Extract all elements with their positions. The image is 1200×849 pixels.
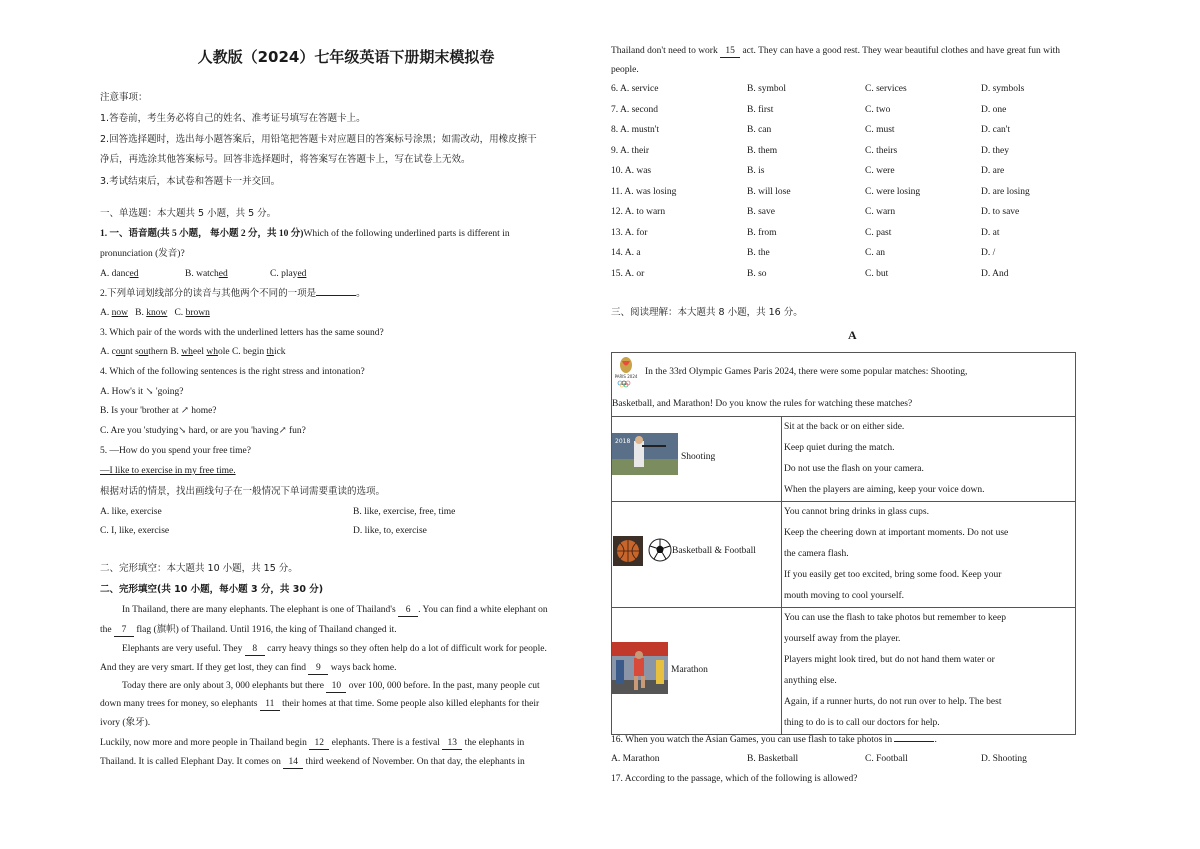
- question-5-option-c: C. I, like, exercise: [100, 526, 170, 536]
- cloze-option: D. at: [981, 228, 1000, 238]
- cloze-option: C. must: [865, 125, 895, 135]
- question-2: 2.下列单词划线部分的读音与其他两个不同的一项是 。: [100, 289, 366, 299]
- notice-item: 净后，再选涂其他答案标号。回答非选择题时，将答案写在答题卡上，写在试卷上无效。: [100, 154, 471, 165]
- cloze-line: In Thailand, there are many elephants. The elephant is one of Thailand's 6 . You can find a white elephant on: [122, 605, 548, 615]
- cloze-option: D. /: [981, 248, 996, 258]
- cloze-option: C. services: [865, 84, 907, 94]
- question-3: 3. Which pair of the words with the underlined letters has the same sound?: [100, 328, 384, 338]
- cloze-option: C. but: [865, 269, 889, 279]
- cloze-option: B. save: [747, 207, 775, 217]
- rule-text: You cannot bring drinks in glass cups.: [784, 507, 929, 517]
- question-5-instruction: 根据对话的情景，找出画线句子在一般情况下单词需要重读的选项。: [100, 486, 386, 497]
- cloze-option: C. two: [865, 105, 891, 115]
- basketball-icon: [613, 536, 643, 566]
- page-title: 人教版（2024）七年级英语下册期末模拟卷: [197, 48, 495, 66]
- question-16-option-b: B. Basketball: [747, 754, 799, 764]
- cloze-option: 11. A. was losing: [611, 187, 677, 197]
- cloze-option: C. were: [865, 166, 895, 176]
- cloze-option: D. can't: [981, 125, 1011, 135]
- cloze-option: B. the: [747, 248, 770, 258]
- question-16-option-c: C. Football: [865, 754, 908, 764]
- notice-item: 2.回答选择题时，选出每小题答案后，用铅笔把答题卡对应题目的答案标号涂黑；如需改动，用橡皮擦干: [100, 134, 537, 145]
- rule-text: You can use the flash to take photos but remember to keep: [784, 613, 1006, 623]
- passage-intro: In the 33rd Olympic Games Paris 2024, there were some popular matches: Shooting,: [645, 367, 968, 377]
- question-3-options: A. count southern B. wheel whole C. begin thick: [100, 347, 286, 357]
- cloze-option: C. past: [865, 228, 892, 238]
- rule-text: anything else.: [784, 676, 837, 686]
- row-label: Marathon: [671, 665, 708, 675]
- logo-text: PARIS 2024: [614, 374, 638, 379]
- cloze-option: 14. A. a: [611, 248, 641, 258]
- question-16-option-d: D. Shooting: [981, 754, 1027, 764]
- cloze-option: B. is: [747, 166, 765, 176]
- section2-subheading: 二、完形填空(共 10 小题，每小题 3 分，共 30 分): [100, 584, 324, 595]
- cloze-option: D. one: [981, 105, 1007, 115]
- rule-text: mouth moving to cool yourself.: [784, 591, 905, 601]
- rules-table-intro-row: [612, 353, 1076, 417]
- rule-text: When the players are aiming, keep your voice down.: [784, 485, 985, 495]
- question-5-option-a: A. like, exercise: [100, 507, 162, 517]
- cloze-option: D. are: [981, 166, 1005, 176]
- question-5-answer: —I like to exercise in my free time.: [100, 466, 236, 476]
- section2-heading: 二、完形填空：本大题共 10 小题，共 15 分。: [100, 563, 298, 574]
- rules-table: [611, 352, 1076, 735]
- cloze-line: And they are very smart. If they get lost, they can find 9 ways back home.: [100, 663, 397, 673]
- shooting-photo: [612, 433, 678, 475]
- section3-heading: 三、阅读理解：本大题共 8 小题，共 16 分。: [611, 307, 803, 318]
- rules-row-basketball-football: [612, 502, 1076, 608]
- question-2-options: A. now B. know C. brown: [100, 308, 210, 318]
- rule-text: Keep the cheering down at important moments. Do not use: [784, 528, 1009, 538]
- cloze-option: D. are losing: [981, 187, 1030, 197]
- paris-2024-logo: [614, 356, 638, 388]
- cloze-option: B. can: [747, 125, 772, 135]
- rule-text: thing to do is to call our doctors for help.: [784, 718, 940, 728]
- cloze-option: 13. A. for: [611, 228, 648, 238]
- question-1-option-c: C. played: [270, 269, 307, 279]
- question-1-option-a: A. danced: [100, 269, 139, 279]
- cloze-option: B. from: [747, 228, 777, 238]
- rule-text: yourself away from the player.: [784, 634, 901, 644]
- question-5: 5. —How do you spend your free time?: [100, 446, 251, 456]
- passage-intro: Basketball, and Marathon! Do you know the rules for watching these matches?: [612, 399, 913, 409]
- cloze-line: Luckily, now more and more people in Thailand begin 12 elephants. There is a festival 13 the elephants in: [100, 738, 525, 748]
- cloze-option: C. theirs: [865, 146, 898, 156]
- marathon-photo: [612, 642, 668, 694]
- cloze-option: 15. A. or: [611, 269, 645, 279]
- cloze-option: 8. A. mustn't: [611, 125, 660, 135]
- question-5-option-d: D. like, to, exercise: [353, 526, 427, 536]
- cloze-line: Thailand don't need to work 15 act. They can have a good rest. They wear beautiful clothes and have great fun with: [611, 46, 1060, 56]
- cloze-line: Elephants are very useful. They 8 carry heavy things so they often help do a lot of difficult work for people.: [122, 644, 547, 654]
- cloze-line: Thailand. It is called Elephant Day. It comes on 14 third weekend of November. On that day, the elephants in: [100, 757, 525, 767]
- question-1-line2: pronunciation (发音)?: [100, 249, 185, 259]
- cloze-line: Today there are only about 3, 000 elephants but there 10 over 100, 000 before. In the past, many people cut: [122, 681, 540, 691]
- rule-text: Players might look tired, but do not hand them water or: [784, 655, 995, 665]
- question-4-option-c: C. Are you 'studying↘ hard, or are you 'having↗ fun?: [100, 426, 306, 436]
- cloze-option: B. so: [747, 269, 767, 279]
- rule-text: Keep quiet during the match.: [784, 443, 895, 453]
- cloze-line: the 7 flag (旗帜) of Thailand. Until 1916, the king of Thailand changed it.: [100, 625, 397, 635]
- section1-heading: 一、单选题：本大题共 5 小题，共 5 分。: [100, 208, 277, 219]
- cloze-line: down many trees for money, so elephants 11 their homes at that time. Some people also killed elephants for their: [100, 699, 540, 709]
- cloze-option: 12. A. to warn: [611, 207, 666, 217]
- rules-row-shooting: [612, 417, 1076, 502]
- notice-item: 1.答卷前，考生务必将自己的姓名、准考证号填写在答题卡上。: [100, 113, 366, 124]
- notice-heading: 注意事项：: [100, 92, 148, 103]
- cloze-option: D. And: [981, 269, 1009, 279]
- cloze-line: ivory (象牙).: [100, 718, 151, 728]
- rule-text: Again, if a runner hurts, do not run over to help. The best: [784, 697, 1002, 707]
- question-4: 4. Which of the following sentences is the right stress and intonation?: [100, 367, 365, 377]
- cloze-option: B. them: [747, 146, 778, 156]
- row-label: Shooting: [681, 452, 716, 462]
- cloze-option: 6. A. service: [611, 84, 659, 94]
- cloze-option: C. were losing: [865, 187, 921, 197]
- cloze-option: B. will lose: [747, 187, 791, 197]
- question-5-option-b: B. like, exercise, free, time: [353, 507, 456, 517]
- cloze-option: B. symbol: [747, 84, 787, 94]
- rule-text: the camera flash.: [784, 549, 849, 559]
- cloze-option: 9. A. their: [611, 146, 649, 156]
- question-17: 17. According to the passage, which of the following is allowed?: [611, 774, 858, 784]
- rule-text: Sit at the back or on either side.: [784, 422, 905, 432]
- cloze-option: C. warn: [865, 207, 896, 217]
- football-icon: [648, 538, 672, 562]
- rule-text: Do not use the flash on your camera.: [784, 464, 924, 474]
- question-4-option-a: A. How's it ↘ 'going?: [100, 387, 184, 397]
- cloze-option: D. to save: [981, 207, 1020, 217]
- cloze-option: D. they: [981, 146, 1009, 156]
- cloze-option: 10. A. was: [611, 166, 652, 176]
- question-1-option-b: B. watched: [185, 269, 228, 279]
- question-4-option-b: B. Is your 'brother at ↗ home?: [100, 406, 217, 416]
- question-16: 16. When you watch the Asian Games, you can use flash to take photos in .: [611, 735, 937, 745]
- cloze-option: C. an: [865, 248, 886, 258]
- question-1: 1. 一、语音题(共 5 小题， 每小题 2 分，共 10 分)Which of the following underlined parts is different in: [100, 229, 510, 239]
- rules-row-marathon: [612, 608, 1076, 735]
- cloze-line: people.: [611, 65, 639, 75]
- question-16-option-a: A. Marathon: [611, 754, 660, 764]
- row-label: Basketball & Football: [672, 546, 756, 556]
- passage-letter: A: [848, 328, 857, 342]
- cloze-option: D. symbols: [981, 84, 1025, 94]
- photo-year: 2018: [615, 438, 631, 445]
- cloze-option: 7. A. second: [611, 105, 658, 115]
- notice-item: 3.考试结束后，本试卷和答题卡一并交回。: [100, 176, 281, 187]
- rule-text: If you easily get too excited, bring some food. Keep your: [784, 570, 1002, 580]
- cloze-option: B. first: [747, 105, 774, 115]
